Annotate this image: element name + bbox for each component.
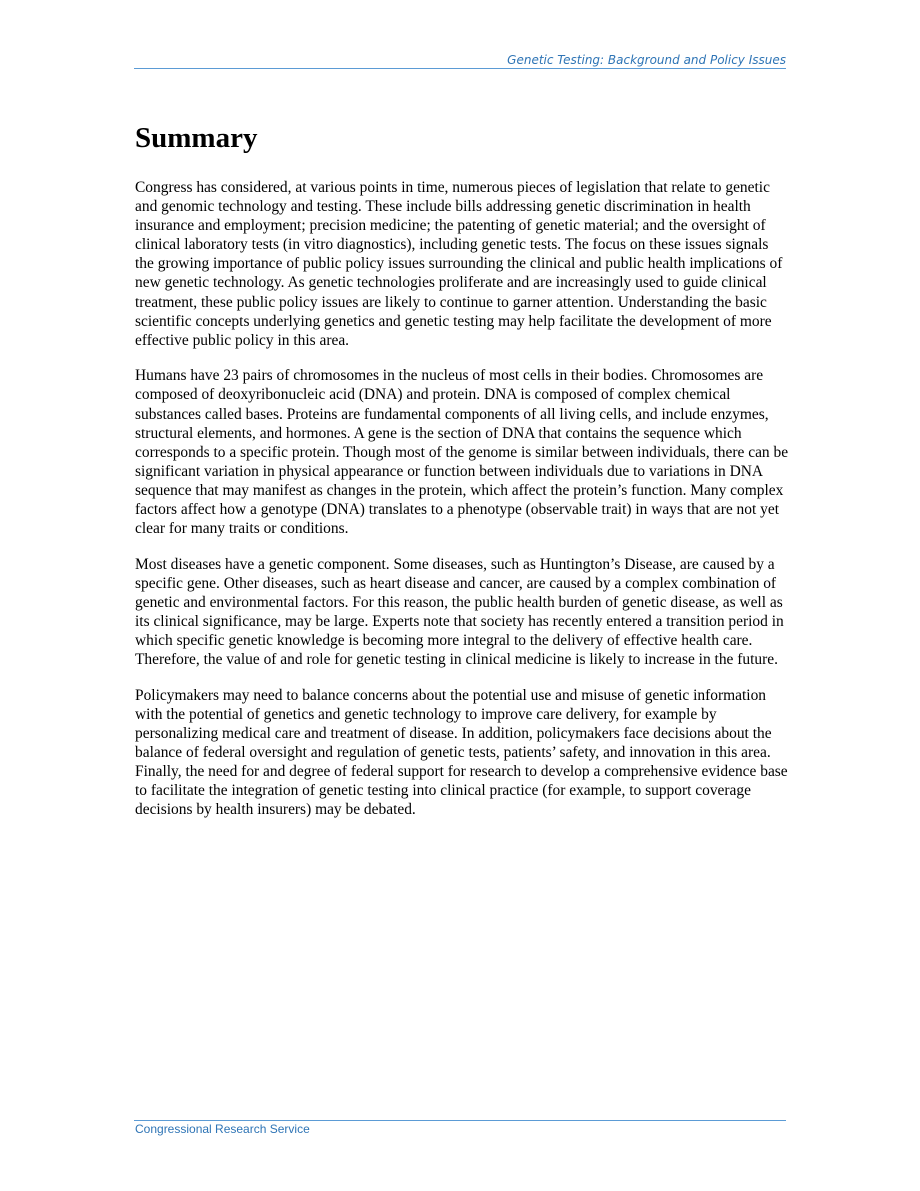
paragraph: Most diseases have a genetic component. Some diseases, such as Huntington’s Disease, are caused by a specific gene. Other diseases, such as heart disease and cancer, are caused by a complex combination of genetic and environmental factors. For this reason, the public health burden of genetic disease, as well as its clinical significance, may be large. Experts note that society has recently entered a transition period in which specific genetic knowledge is becoming more integral to the delivery of effective health care. Therefore, the value of and role for genetic testing in clinical medicine is likely to increase in the future. xyxy=(135,555,784,669)
footer-publisher: Congressional Research Service xyxy=(135,1122,310,1136)
paragraph: Humans have 23 pairs of chromosomes in the nucleus of most cells in their bodies. Chromosomes are composed of deoxyribonucleic acid (DNA) and protein. DNA is composed of complex chemical substances called bases. Proteins are fundamental components of all living cells, and include enzymes, structural elements, and hormones. A gene is the section of DNA that contains the sequence which corresponds to a specific protein. Though most of the genome is similar between individuals, there can be significant variation in physical appearance or function between individuals due to variations in DNA sequence that may manifest as changes in the protein, which affect the protein’s function. Many complex factors affect how a genotype (DNA) translates to a phenotype (observable trait) in ways that are not yet clear for many traits or conditions. xyxy=(135,367,789,538)
header-divider xyxy=(134,68,786,69)
paragraph: Policymakers may need to balance concerns about the potential use and misuse of genetic information with the potential of genetics and genetic technology to improve care delivery, for example by personalizing medical care and treatment of disease. In addition, policymakers face decisions about the balance of federal oversight and regulation of genetic tests, patients’ safety, and innovation in this area. Finally, the need for and degree of federal support for research to develop a comprehensive evidence base to facilitate the integration of genetic testing into clinical practice (for example, to support coverage decisions by health insurers) may be debated. xyxy=(135,686,788,819)
running-header: Genetic Testing: Background and Policy Issues xyxy=(507,53,786,67)
paragraph: Congress has considered, at various points in time, numerous pieces of legislation that relate to genetic and genomic technology and testing. These include bills addressing genetic discrimination in health insurance and employment; precision medicine; the patenting of genetic material; and the oversight of clinical laboratory tests (in vitro diagnostics), including genetic tests. The focus on these issues signals the growing importance of public policy issues surrounding the clinical and public health implications of new genetic technology. As genetic technologies proliferate and are increasingly used to guide clinical treatment, these public policy issues are likely to continue to garner attention. Understanding the basic scientific concepts underlying genetics and genetic testing may help facilitate the development of more effective public policy in this area. xyxy=(135,179,783,349)
page-title: Summary xyxy=(135,122,258,154)
footer-divider xyxy=(134,1120,786,1121)
summary-body xyxy=(135,178,789,836)
